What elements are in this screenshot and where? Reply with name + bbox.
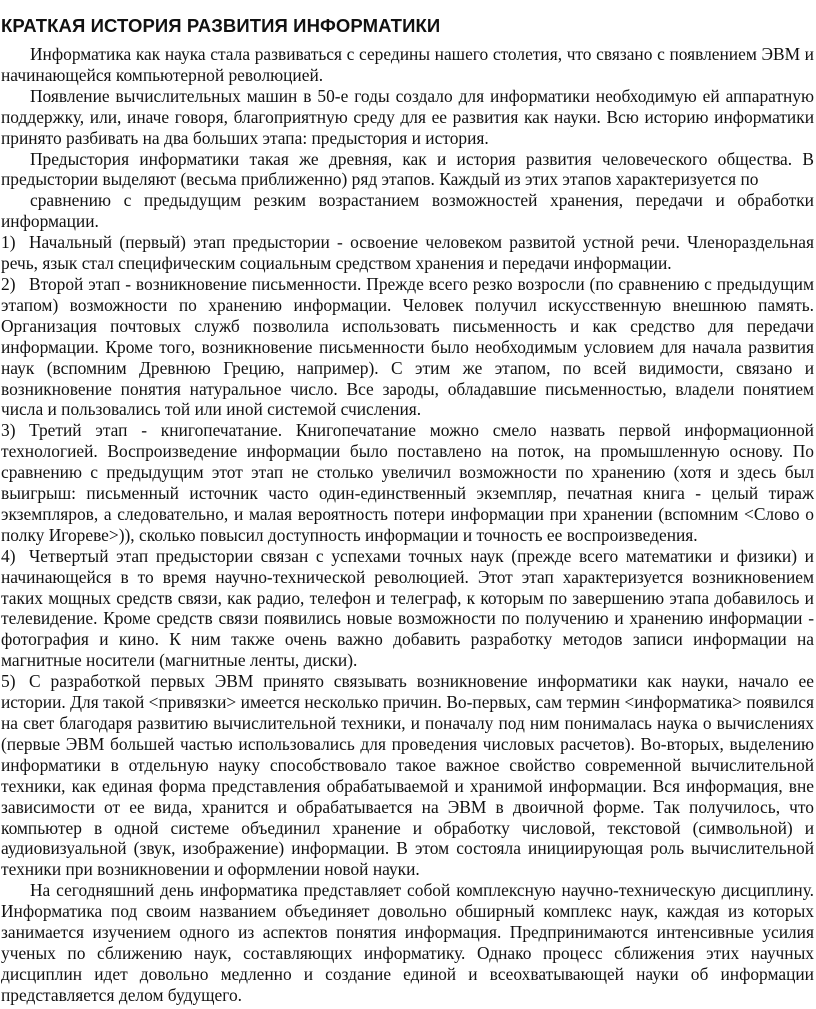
stage-text-3: Третий этап - книгопечатание. Книгопечатание можно смело назвать первой информационной технологией. Воспроизведение информации было поставлено на поток, на промышленную основу. По сравнению с предыдущим этот этап не столько увеличил возможности по хранению (хотя и здесь был выигрыш: письменный источник часто один-единственный экземпляр, печатная книга - целый тираж экземпляров, а следовательно, и малая вероятность потери информации при хранении (вспомним <Слово о полку Игореве>)), сколько повысил доступность информации и точность ее воспроизведения. <box>1 420 814 545</box>
stage-text-4: Четвертый этап предыстории связан с успехами точных наук (прежде всего математики и физики) и начинающейся в то время научно-технической революцией. Этот этап характеризуется возникновением таких мощных средств связи, как радио, телефон и телеграф, к которым по завершению этапа добавилось и телевидение. Кроме средств связи появились новые возможности по получению и хранению информации - фотография и кино. К ним также очень важно добавить разработку методов записи информации на магнитные носители (магнитные ленты, диски). <box>1 545 814 671</box>
intro-paragraph-4: сравнению с предыдущим резким возрастанием возможностей хранения, передачи и обработки информации. <box>1 190 814 232</box>
stage-number-2: 2) <box>1 273 16 294</box>
stage-text-2: Второй этап - возникновение письменности. Прежде всего резко возросли (по сравнению с предыдущим этапом) возможности по хранению информации. Человек получил искусственную внешнюю память. Организация почтовых служб позволила использовать письменность и как средство для передачи информации. Кроме того, возникновение письменности было необходимым условием для начала развития наук (вспомним Древнюю Грецию, например). С этим же этапом, по всей видимости, связано и возникновение понятия натуральное число. Все зароды, обладавшие письменностью, владели понятием числа и пользовались той или иной системой счисления. <box>1 273 814 420</box>
intro-paragraph-2: Появление вычислительных машин в 50-е годы создало для информатики необходимую ей аппаратную поддержку, или, иначе говоря, благоприятную среду для ее развития как науки. Всю историю информатики принято разбивать на два больших этапа: предыстория и история. <box>1 85 814 148</box>
stage-item-4 <box>1 546 814 671</box>
stage-text-1: Начальный (первый) этап предыстории - освоение человеком развитой устной речи. Членораздельная речь, язык стал специфическим социальным средством хранения и передачи информации. <box>1 232 814 274</box>
document-title: КРАТКАЯ ИСТОРИЯ РАЗВИТИЯ ИНФОРМАТИКИ <box>1 15 441 36</box>
stage-number-4: 4) <box>1 545 16 566</box>
stage-item-2 <box>1 274 814 420</box>
closing-paragraph: На сегодняшний день информатика представляет собой комплексную научно-техническую дисциплину. Информатика под своим названием объединяет довольно обширный комплекс наук, каждая из которых занимается изучением одного из аспектов понятия информация. Предпринимаются интенсивные усилия ученых по сближению наук, составляющих информатику. Однако процесс сближения этих научных дисциплин идет довольно медленно и создание единой и всеохватывающей науки об информации представляется делом будущего. <box>1 880 814 1005</box>
stage-number-3: 3) <box>1 420 16 441</box>
stage-item-1 <box>1 232 814 274</box>
stage-number-1: 1) <box>1 232 16 253</box>
intro-paragraph-3: Предыстория информатики такая же древняя, как и история развития человеческого общества. В предыстории выделяют (весьма приближенно) ряд этапов. Каждый из этих этапов характеризуется по <box>1 148 814 190</box>
intro-paragraph-1: Информатика как наука стала развиваться с середины нашего столетия, что связано с появлением ЭВМ и начинающейся компьютерной революцией. <box>1 44 814 85</box>
stage-item-3 <box>1 420 814 545</box>
stage-number-5: 5) <box>1 671 16 692</box>
stage-item-5 <box>1 671 814 880</box>
stage-text-5: С разработкой первых ЭВМ принято связывать возникновение информатики как науки, начало ее истории. Для такой <привязки> имеется несколько причин. Во-первых, сам термин <информатика> появился на свет благодаря развитию вычислительной техники, и поначалу под ним понималась наука о вычислениях (первые ЭВМ большей частью использовались для проведения числовых расчетов). Во-вторых, выделению информатики в отдельную науку способствовало такое важное свойство современной вычислительной техники, как единая форма представления обрабатываемой и хранимой информации. Вся информация, вне зависимости от ее вида, хранится и обрабатывается на ЭВМ в двоичной форме. Так получилось, что компьютер в одной системе объединил хранение и обработку числовой, текстовой (символьной) и аудиовизуальной (звук, изображение) информации. В этом состояла инициирующая роль вычислительной техники при возникновении и оформлении новой науки. <box>1 671 814 880</box>
